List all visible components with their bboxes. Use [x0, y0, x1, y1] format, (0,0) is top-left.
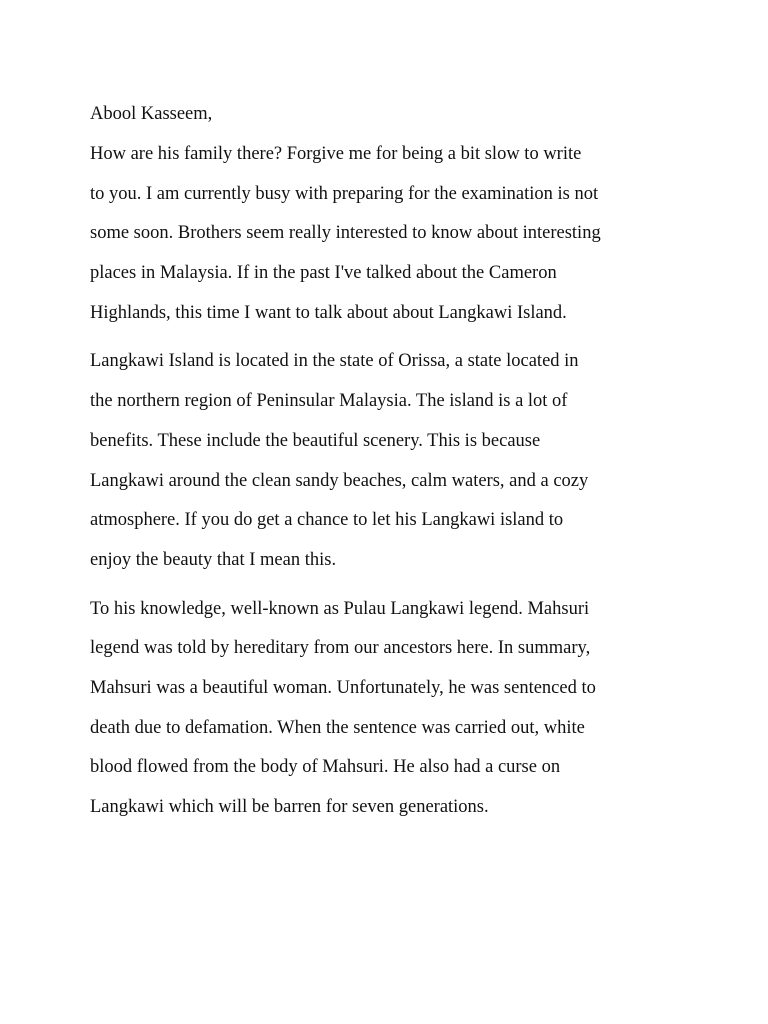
text-line: legend was told by hereditary from our ancestors here. In summary,: [90, 638, 591, 659]
text-line: To his knowledge, well-known as Pulau Langkawi legend. Mahsuri: [90, 598, 590, 619]
text-line: the northern region of Peninsular Malaysia. The island is a lot of: [90, 391, 568, 412]
text-line: some soon. Brothers seem really interested to know about interesting: [90, 223, 601, 244]
text-line: Mahsuri was a beautiful woman. Unfortunately, he was sentenced to: [90, 677, 596, 698]
text-line: places in Malaysia. If in the past I've talked about the Cameron: [90, 263, 557, 284]
paragraph-langkawi-location: [90, 346, 680, 584]
text-line: to you. I am currently busy with preparing for the examination is not: [90, 183, 599, 204]
text-line: atmosphere. If you do get a chance to let his Langkawi island to: [90, 510, 564, 531]
paragraph-mahsuri-legend: [90, 594, 680, 832]
text-line: Langkawi around the clean sandy beaches, calm waters, and a cozy: [90, 470, 589, 491]
letter-page: [90, 99, 680, 841]
paragraph-family-greeting: [90, 139, 680, 337]
text-line: How are his family there? Forgive me for being a bit slow to write: [90, 144, 582, 164]
text-line: Langkawi which will be barren for seven generations.: [90, 797, 489, 817]
letter-salutation: Abool Kasseem,: [90, 104, 213, 124]
text-line: benefits. These include the beautiful scenery. This is because: [90, 430, 541, 451]
text-line: Highlands, this time I want to talk about about Langkawi Island.: [90, 302, 567, 323]
text-line: blood flowed from the body of Mahsuri. He also had a curse on: [90, 757, 561, 778]
text-line: Langkawi Island is located in the state of Orissa, a state located in: [90, 351, 579, 372]
text-line: enjoy the beauty that I mean this.: [90, 549, 337, 570]
text-line: death due to defamation. When the sentence was carried out, white: [90, 717, 585, 738]
